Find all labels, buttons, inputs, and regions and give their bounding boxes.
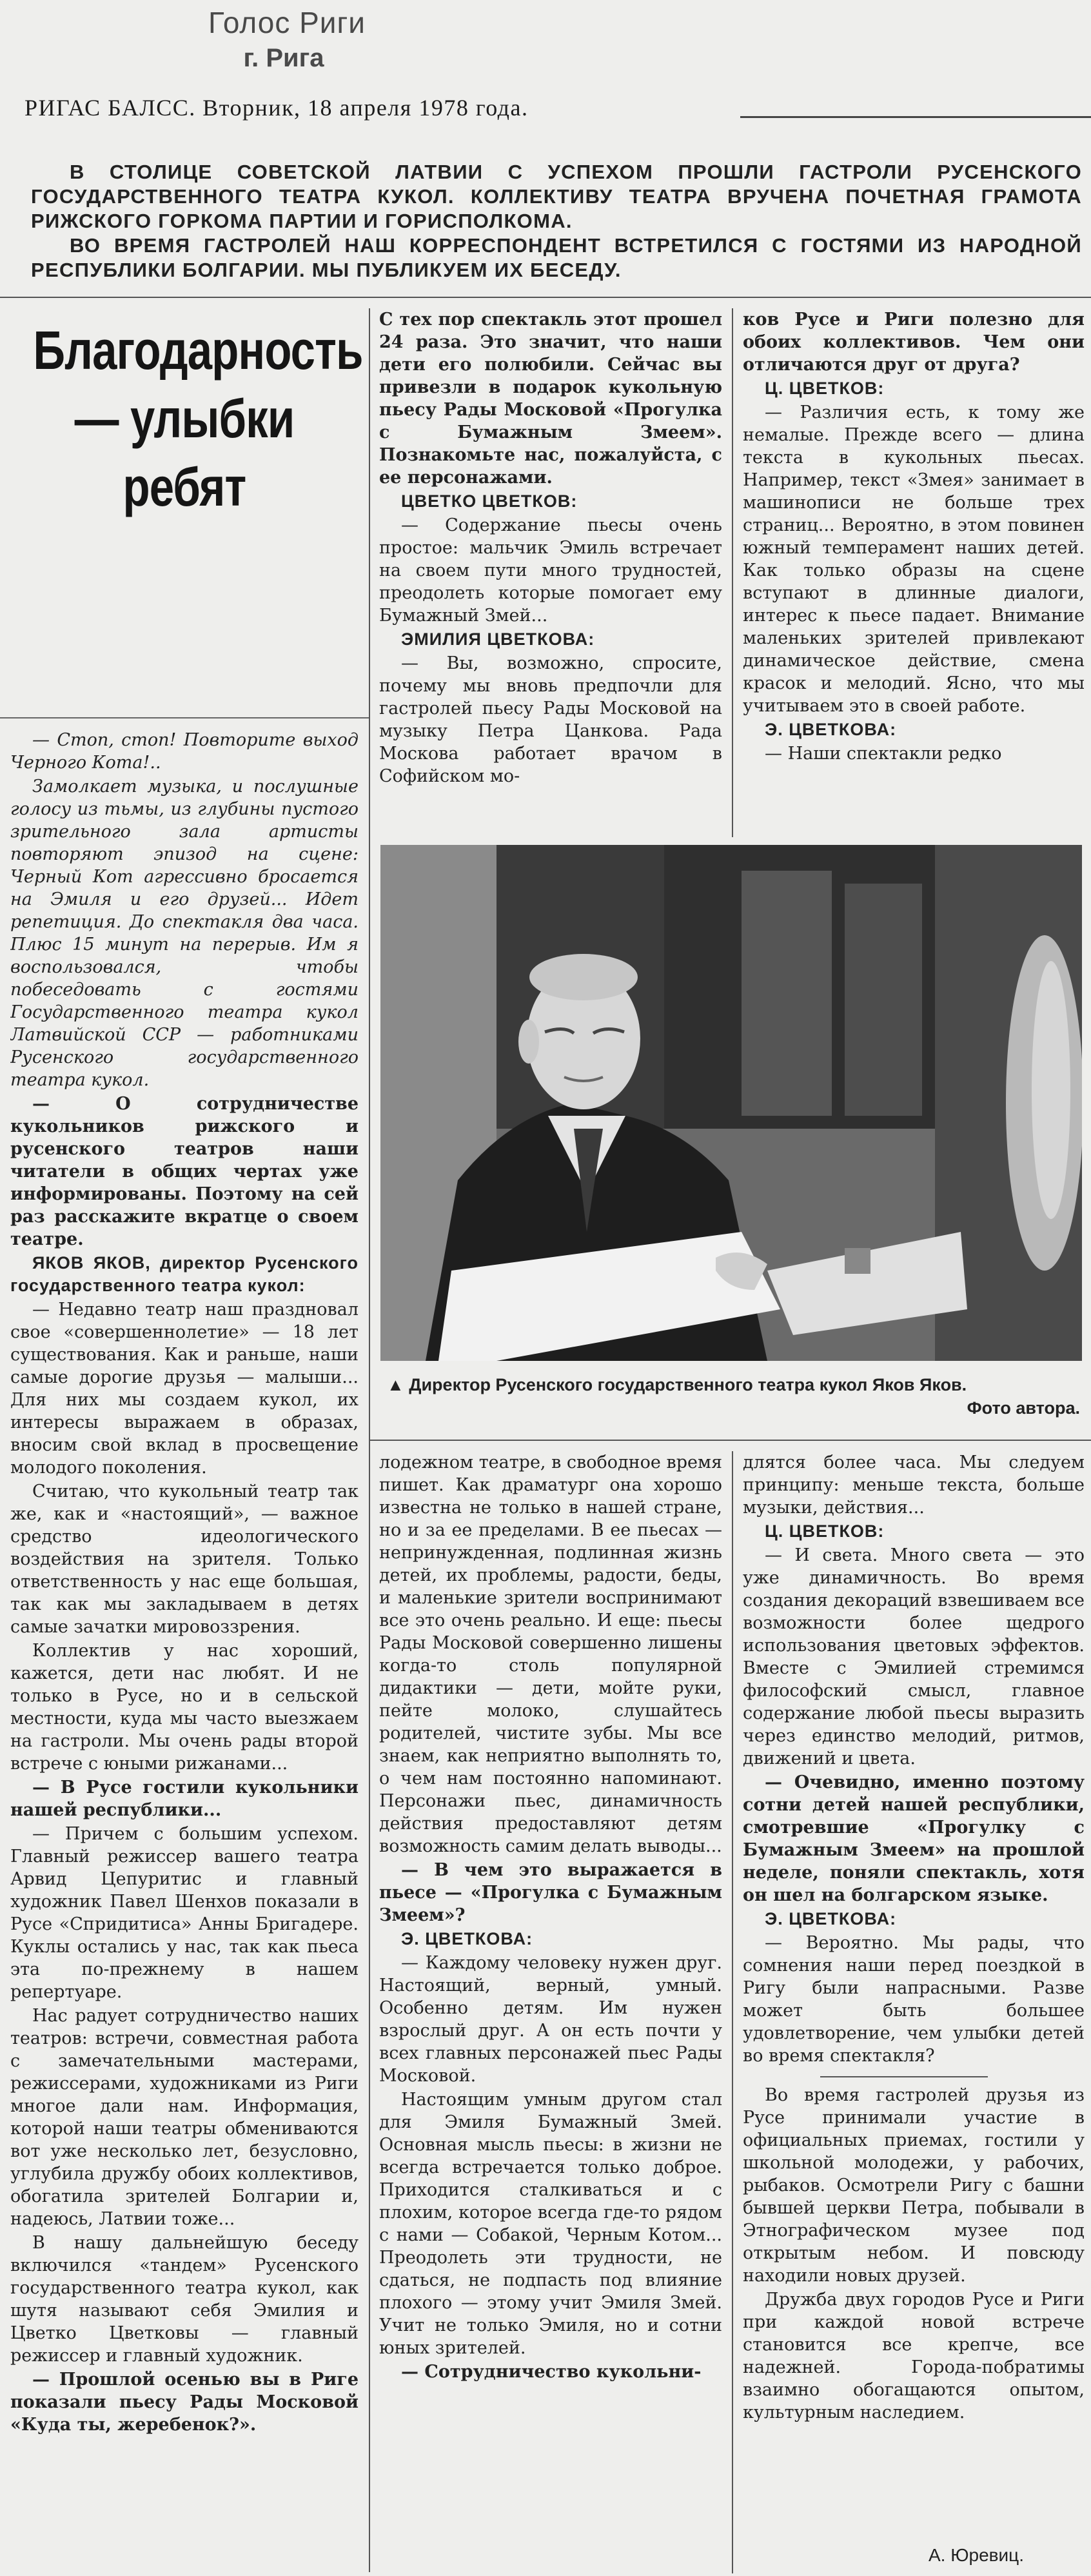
paragraph: — Наши спектакли редко [765, 744, 1002, 764]
article-column-2-bottom [379, 1451, 722, 2573]
article-column-2-top [379, 308, 722, 834]
paragraph: — Вероятно. Мы рады, что сомнения наши перед поездкой в Ригу были напрасными. Разве может быть большее удовлетворение, чем улыбки детей во время спектакля? [743, 1933, 1085, 2066]
author-signature: А. Юревиц. [929, 2545, 1024, 2565]
director-photo [380, 845, 1082, 1361]
paragraph: Коллектив у нас хороший, кажется, дети нас любят. И не только в Русе, но и в сельской местности, куда мы часто выезжаем на гастроли. Мы очень рады второй встрече с юными рижанами... [10, 1641, 359, 1774]
caption-bottom-rule [370, 1440, 1091, 1441]
paragraph: Дружба двух городов Русе и Риги при каждой новой встрече становится все крепче, все надежней. Города-побратимы взаимно обогащаются опытом, культурным наследием. [743, 2290, 1085, 2422]
speaker-name: Ц. ЦВЕТКОВ: [765, 1521, 885, 1541]
column-divider-2-top [732, 308, 733, 837]
headline [0, 316, 369, 521]
section-separator [820, 2076, 988, 2077]
paragraph: — Недавно театр наш праздновал свое «совершеннолетие» — 18 лет существования. Как и раньше, наши самые дорогие друзья — малыши... Для них мы создаем кукол, их интересы выражаем в образах, вносим свой вклад в просвещение молодого поколения. [10, 1300, 359, 1478]
lead-paragraph [31, 160, 1082, 282]
paragraph: Замолкает музыка, и послушные голосу из тьмы, из глубины пустого зрительного зала артисты повторяют эпизод на сцене: Черный Кот агрессивно бросается на Эмиля и его друзей... Идет репетиция. До спектакля два часа. Плюс 15 минут на перерыв. Им я воспользовался, чтобы побеседовать с гостями Государственного театра кукол Латвийской ССР — работниками Русенского государственного театра кукол. [10, 777, 359, 1090]
speaker-name: ЭМИЛИЯ ЦВЕТКОВА: [401, 629, 595, 649]
paragraph: — Содержание пьесы очень простое: мальчик Эмиль встречает на своем пути много трудностей, преодолеть которые помогает ему Бумажный Змей... [379, 515, 722, 626]
paragraph: — Вы, возможно, спросите, почему мы вновь предпочли для гастролей пьесу Рады Московой на музыку Петра Цанкова. Рада Москова работает врачом в Софийском мо- [379, 653, 722, 786]
article-column-3-top [743, 308, 1085, 834]
question: — Очевидно, именно поэтому сотни детей нашей республики, смотревшие «Прогулку с Бумажным Змеем» на прошлой неделе, поняли спектакль, хотя он шел на болгарском языке. [743, 1772, 1085, 1905]
speaker-name: Э. ЦВЕТКОВА: [401, 1929, 533, 1948]
speaker-name: Э. ЦВЕТКОВА: [765, 720, 897, 739]
speaker-name: Э. ЦВЕТКОВА: [765, 1909, 897, 1928]
paragraph: — И света. Много света — это уже динамичность. Во время создания декораций взвешиваем все возможности более щедрого использования цветовых эффектов. Вместе с Эмилией стремимся философский смысл, главное содержание любой пьесы выразить через единство мелодий, ритмов, движений и цвета. [743, 1545, 1085, 1769]
headline-rule [0, 717, 369, 718]
question: — В Русе гостили кукольники нашей республики... [10, 1778, 359, 1820]
masthead-rule [740, 116, 1091, 118]
lead-bottom-rule [0, 297, 1091, 298]
speaker-name: ЦВЕТКО ЦВЕТКОВ: [401, 491, 578, 511]
photo-illustration [380, 845, 1082, 1361]
paragraph: Настоящим умным другом стал для Эмиля Бумажный Змей. Основная мысль пьесы: в жизни не всегда встречается только доброе. Приходится сталкиваться и с плохим, которое всегда где-то рядом с нами — Собакой, Черным Котом... Преодолеть эти трудности, не сдаться, не подпасть под влияние плохого — этому учит Эмиля Змей. Учит не только Эмиля, но и сотни юных зрителей. [379, 2090, 722, 2358]
question: — О сотрудничестве кукольников рижского и русенского театров наши читатели в общих чертах уже информированы. Поэтому на сей раз расскажите вкратце о своем театре. [10, 1094, 359, 1249]
archive-stamp-line2: г. Рига [243, 44, 324, 72]
paragraph: лодежном театре, в свободное время пишет. Как драматург она хорошо известна не только в нашей стране, но и за ее пределами. В ее пьесах — непринужденная, подлинная жизнь детей, их проблемы, радости, беды, и маленькие зрители воспринимают все это очень реально. И еще: пьесы Рады Московой совершенно лишены когда-то столь популярной дидактики — дети, мойте руки, пейте молоко, слушайтесь родителей, чистите зубы. Мы все знаем, как неприятно выполнять то, о чем нам постоянно напоминают. Персонажи пьес, динамичность действия предоставляют детям возможность самим делать выводы... [379, 1452, 722, 1856]
question: — Прошлой осенью вы в Риге показали пьесу Рады Московой «Куда ты, жеребенок?». [10, 2370, 359, 2435]
article-column-3-bottom [743, 1451, 1085, 2541]
speaker-name: ЯКОВ ЯКОВ, директор Русенского государственного театра кукол: [10, 1253, 359, 1295]
headline-line-1: Благодарность [33, 320, 363, 381]
headline-line-2: — улыбки [74, 388, 295, 449]
paragraph: Считаю, что кукольный театр так же, как и «настоящий», — важное средство идеологического воздействия на зрителя. Только ответственность у нас еще большая, так как мы закладываем в детях самые зачатки мировоззрения. [10, 1481, 359, 1637]
paragraph: Нас радует сотрудничество наших театров: встречи, совместная работа с замечательными мастерами, режиссерами, художниками из Риги многое дали нам. Информация, которой наши театры обмениваются вот уже несколько лет, безусловно, углубила дружбу обоих коллективов, обогатила зрителей Болгарии и, надеюсь, Латвии тоже... [10, 2006, 359, 2229]
lead-text-2: ВО ВРЕМЯ ГАСТРОЛЕЙ НАШ КОРРЕСПОНДЕНТ ВСТРЕТИЛСЯ С ГОСТЯМИ ИЗ НАРОДНОЙ РЕСПУБЛИКИ БОЛГАРИИ. МЫ ПУБЛИКУЕМ ИХ БЕСЕДУ. [31, 234, 1082, 281]
masthead: РИГАС БАЛСС. Вторник, 18 апреля 1978 года. [25, 95, 529, 121]
paragraph: — Различия есть, к тому же немалые. Прежде всего — длина текста в кукольных пьесах. Например, текст «Змея» занимает в машинописи не больше трех страниц... Вероятно, в этом повинен южный темперамент наших детей. Как только образы на сцене вступают в длинные диалоги, интерес к пьесе падает. Внимание маленьких зрителей привлекают динамическое действие, смена красок и мелодий. Ясно, что мы учитываем это в своей работе. [743, 402, 1085, 716]
caption-text: ▲ Директор Русенского государственного театра кукол Яков Яков. [387, 1375, 967, 1394]
paragraph: — Стоп, стоп! Повторите выход Черного Кота!.. [10, 730, 359, 773]
paragraph: Во время гастролей друзья из Русе принимали участие в официальных приемах, гостили у школьной молодежи, у рабочих, рыбаков. Осмотрели Ригу с башни бывшей церкви Петра, побывали в Этнографическом музее под открытым небом. И повсюду находили новых друзей. [743, 2085, 1085, 2286]
headline-line-3: ребят [123, 457, 246, 517]
photo-caption [387, 1374, 1080, 1396]
paragraph: длятся более часа. Мы следуем принципу: меньше текста, больше музыки, действия... [743, 1452, 1085, 1518]
paragraph: — Причем с большим успехом. Главный режиссер вашего театра Арвид Цепуритис и главный художник Павел Шенхов показали в Русе «Спридитиса» Анны Бригадере. Куклы остались у нас, так как пьеса эта по-прежнему в нашем репертуаре. [10, 1824, 359, 2002]
speaker-name: Ц. ЦВЕТКОВ: [765, 379, 885, 398]
paragraph: В нашу дальнейшую беседу включился «тандем» Русенского государственного театра кукол, как шутя называют себя Эмилия и Цветко Цветковы — главный режиссер и главный художник. [10, 2233, 359, 2366]
archive-stamp-line1: Голос Риги [208, 6, 366, 39]
question: С тех пор спектакль этот прошел 24 раза. Это значит, что наши дети его полюбили. Сейчас вы привезли в подарок кукольную пьесу Рады Московой «Прогулка с Бумажным Змеем». Познакомьте нас, пожалуйста, с ее персонажами. [379, 310, 722, 488]
question: — Сотрудничество кукольни- [401, 2362, 702, 2382]
question: — В чем это выражается в пьесе — «Прогулка с Бумажным Змеем»? [379, 1860, 722, 1925]
lead-text-1: В СТОЛИЦЕ СОВЕТСКОЙ ЛАТВИИ С УСПЕХОМ ПРОШЛИ ГАСТРОЛИ РУСЕНСКОГО ГОСУДАРСТВЕННОГО ТЕАТРА КУКОЛ. КОЛЛЕКТИВУ ТЕАТРА ВРУЧЕНА ПОЧЕТНАЯ ГРАМОТА РИЖСКОГО ГОРКОМА ПАРТИИ И ГОРИСПОЛКОМА. [31, 161, 1082, 232]
paragraph: — Каждому человеку нужен друг. Настоящий, верный, умный. Особенно детям. Им нужен взрослый друг. А он есть почти у всех главных персонажей пьес Рады Московой. [379, 1953, 722, 2086]
column-divider-2-bottom [732, 1451, 733, 2573]
photo-credit: Фото автора. [967, 1398, 1080, 1418]
question: ков Русе и Риги полезно для обоих коллективов. Чем они отличаются друг от друга? [743, 310, 1085, 375]
article-column-1 [10, 729, 359, 2573]
